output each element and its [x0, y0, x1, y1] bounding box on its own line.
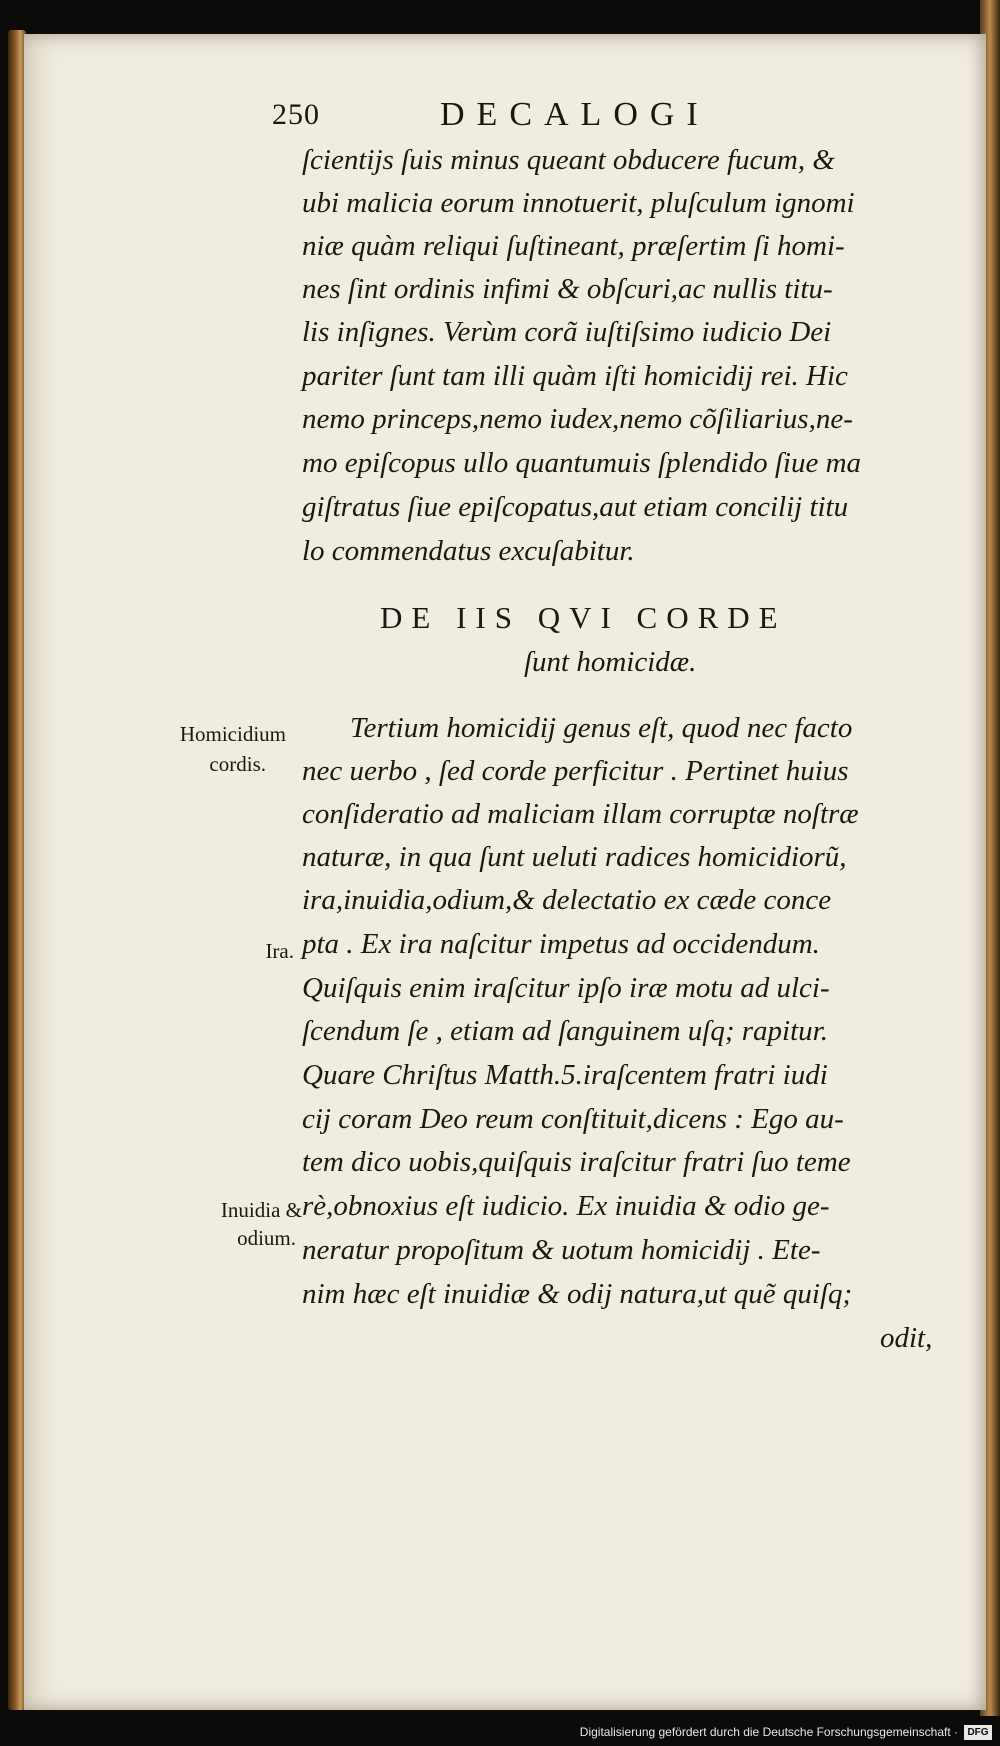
text-line: mo epiſcopus ullo quantumuis ſplendido ſiue ma	[302, 447, 862, 479]
text-line: lo commendatus excuſabitur.	[302, 535, 635, 567]
text-line: cij coram Deo reum conſtituit,dicens : Ego au-	[302, 1103, 844, 1135]
text-line: rè,obnoxius eſt iudicio. Ex inuidia & odio ge-	[302, 1190, 830, 1222]
text-line: Quiſquis enim iraſcitur ipſo iræ motu ad ulci-	[302, 972, 830, 1004]
footer-bar	[0, 1716, 1000, 1746]
text-line: nemo princeps,nemo iudex,nemo cõſiliarius,ne-	[302, 403, 853, 435]
running-title: DECALOGI	[440, 96, 710, 133]
text-line: neratur propoſitum & uotum homicidij . Ete-	[302, 1234, 821, 1266]
margin-note-cordis: cordis.	[209, 752, 266, 776]
footer-credit: Digitalisierung gefördert durch die Deutsche Forschungsgemeinschaft ·	[579, 1725, 958, 1739]
text-line: Quare Chriſtus Matth.5.iraſcentem fratri iudi	[302, 1059, 828, 1091]
text-line: nec uerbo , ſed corde perficitur . Pertinet huius	[302, 755, 849, 787]
text-line: nim hæc eſt inuidiæ & odij natura,ut quẽ quiſq;	[302, 1278, 853, 1310]
text-line: lis inſignes. Verùm corã iuſtiſsimo iudicio Dei	[302, 316, 832, 348]
margin-note-ira: Ira.	[265, 939, 294, 963]
section-subheading: ſunt homicidæ.	[524, 646, 697, 678]
text-line: naturæ, in qua ſunt ueluti radices homicidiorũ,	[302, 841, 847, 873]
text-line: odit,	[880, 1322, 933, 1354]
margin-note-inuidia: Inuidia &	[220, 1198, 302, 1222]
margin-note-odium: odium.	[237, 1226, 296, 1250]
text-line: tem dico uobis,quiſquis iraſcitur fratri ſuo teme	[302, 1146, 851, 1178]
text-line: ſcientijs ſuis minus queant obducere fucum, &	[302, 144, 835, 176]
margin-note-homicidium: Homicidium	[179, 722, 286, 746]
text-line: pariter ſunt tam illi quàm iſti homicidij rei. Hic	[302, 360, 848, 392]
page-number: 250	[272, 98, 320, 131]
text-line: ſcendum ſe , etiam ad ſanguinem uſq; rapitur.	[302, 1015, 828, 1047]
dfg-logo-icon: DFG	[964, 1725, 992, 1740]
running-head	[272, 96, 832, 136]
text-line: nes ſint ordinis infimi & obſcuri,ac nullis titu-	[302, 273, 833, 305]
text-line: pta . Ex ira naſcitur impetus ad occidendum.	[302, 928, 820, 960]
text-line: ubi malicia eorum innotuerit, pluſculum ignomi	[302, 187, 855, 219]
text-line: giſtratus ſiue epiſcopatus,aut etiam concilij titu	[302, 491, 849, 523]
text-line: ira,inuidia,odium,& delectatio ex cæde conce	[302, 884, 832, 916]
text-line: Tertium homicidij genus eſt, quod nec facto	[350, 712, 853, 744]
text-line: conſideratio ad maliciam illam corruptæ noſtræ	[302, 798, 859, 830]
section-heading: DE IIS QVI CORDE	[380, 600, 787, 635]
text-line: niæ quàm reliqui ſuſtineant, præſertim ſi homi-	[302, 230, 845, 262]
